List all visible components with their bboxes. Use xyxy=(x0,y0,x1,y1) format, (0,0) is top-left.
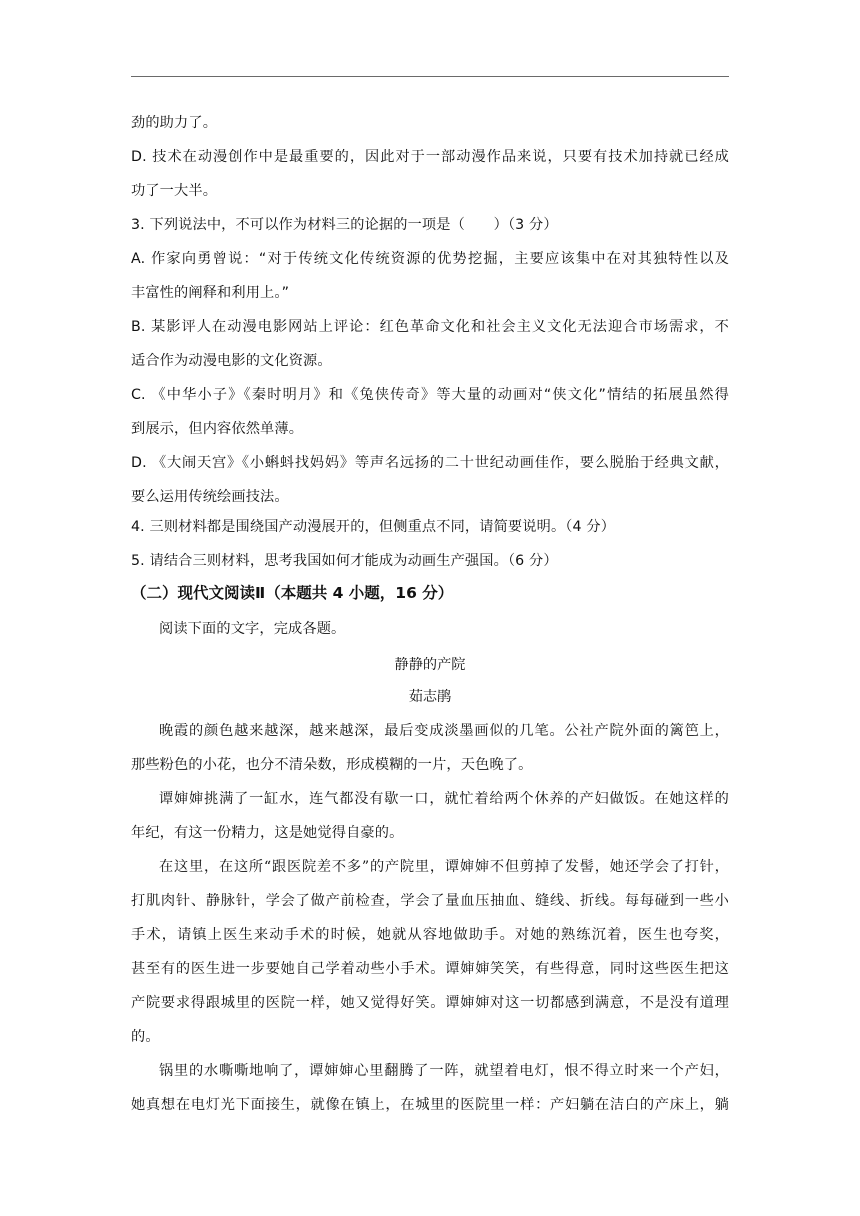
story-line: 她真想在电灯光下面接生，就像在镇上，在城里的医院里一样：产妇躺在洁白的产床上，躺 xyxy=(131,1097,729,1113)
question-4: 4. 三则材料都是围绕国产动漫展开的，但侧重点不同，请简要说明。（4 分） xyxy=(131,519,616,535)
question-3: 3. 下列说法中，不可以作为材料三的论据的一项是（ ）（3 分） xyxy=(131,217,558,233)
story-line: 那些粉色的小花，也分不清朵数，形成模糊的一片，天色晚了。 xyxy=(131,757,533,773)
story-line: 谭婶婶挑满了一缸水，连气都没有歇一口，就忙着给两个休养的产妇做饭。在她这样的 xyxy=(159,791,729,807)
option-d-line: D. 《大闹天宫》《小蝌蚪找妈妈》等声名远扬的二十世纪动画佳作，要么脱胎于经典文献， xyxy=(131,455,729,471)
story-line: 打肌肉针、静脉针，学会了做产前检查，学会了量血压抽血、缝线、折线。每每碰到一些小 xyxy=(131,893,729,909)
story-line: 在这里，在这所“跟医院差不多”的产院里，谭婶婶不但剪掉了发髻，她还学会了打针， xyxy=(159,859,729,875)
story-line: 手术，请镇上医生来动手术的时候，她就从容地做助手。对她的熟练沉着，医生也夸奖， xyxy=(131,927,729,943)
header-rule xyxy=(131,76,729,77)
paragraph-line: 适合作为动漫电影的文化资源。 xyxy=(131,353,332,369)
option-c-line: C. 《中华小子》《秦时明月》和《兔侠传奇》等大量的动画对“侠文化”情结的拓展虽然得 xyxy=(131,387,729,403)
paragraph-line: 功了一大半。 xyxy=(131,183,218,199)
paragraph-line: 劲的助力了。 xyxy=(131,115,218,131)
paragraph-line: 要么运用传统绘画技法。 xyxy=(131,489,289,505)
story-line: 产院要求得跟城里的医院一样，她又觉得好笑。谭婶婶对这一切都感到满意，不是没有道理 xyxy=(131,995,729,1011)
question-5: 5. 请结合三则材料，思考我国如何才能成为动画生产强国。（6 分） xyxy=(131,553,558,569)
story-author: 茹志鹃 xyxy=(408,689,452,705)
paragraph-line: 丰富性的阐释和利用上。” xyxy=(131,285,290,301)
story-line: 的。 xyxy=(131,1029,160,1045)
instruction-text: 阅读下面的文字，完成各题。 xyxy=(159,621,346,637)
paragraph-line: 到展示，但内容依然单薄。 xyxy=(131,421,304,437)
option-a-line: A. 作家向勇曾说：“对于传统文化传统资源的优势挖掘，主要应该集中在对其独特性以及 xyxy=(131,251,729,267)
story-line: 甚至有的医生进一步要她自己学着动些小手术。谭婶婶笑笑，有些得意，同时这些医生把这 xyxy=(131,961,729,977)
option-d-line: D. 技术在动漫创作中是最重要的，因此对于一部动漫作品来说，只要有技术加持就已经成 xyxy=(131,149,729,165)
section-heading: （二）现代文阅读Ⅱ（本题共 4 小题，16 分） xyxy=(131,584,454,602)
story-line: 晚霞的颜色越来越深，越来越深，最后变成淡墨画似的几笔。公社产院外面的篱笆上， xyxy=(159,723,729,739)
story-line: 年纪，有这一份精力，这是她觉得自豪的。 xyxy=(131,825,404,841)
option-b-line: B. 某影评人在动漫电影网站上评论：红色革命文化和社会主义文化无法迎合市场需求，不 xyxy=(131,319,729,335)
story-title: 静静的产院 xyxy=(394,657,466,673)
story-line: 锅里的水嘶嘶地响了，谭婶婶心里翻腾了一阵，就望着电灯，恨不得立时来一个产妇， xyxy=(159,1063,729,1079)
